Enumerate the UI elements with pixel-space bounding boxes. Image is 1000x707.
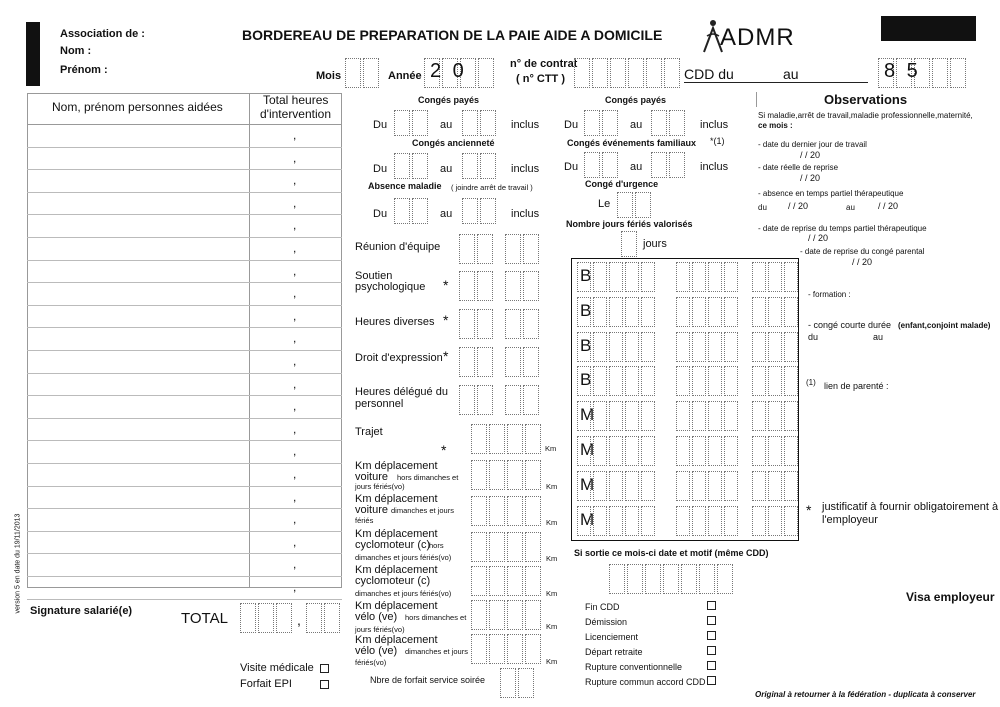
inclus-label: inclus [511, 119, 540, 131]
obs-formation: - formation : [808, 290, 851, 299]
total-hours-input[interactable] [240, 603, 294, 633]
soutien-star: * [443, 277, 449, 293]
conges-anciennete-label: Congés ancienneté [412, 138, 495, 148]
row-comma: , [293, 173, 297, 188]
absence-au-input[interactable] [462, 198, 498, 224]
inclus-label: inclus [511, 208, 540, 220]
km3-input[interactable] [471, 532, 543, 562]
km-unit: Km [546, 657, 558, 666]
rupture-conventionnelle-label: Rupture conventionnelle [585, 662, 683, 672]
version-text: version 5 en date du 19/11/2013 [14, 513, 22, 614]
feries-input[interactable] [621, 231, 639, 257]
obs-intro: Si maladie,arrêt de travail,maladie professionnelle,maternité, [758, 111, 973, 120]
bm-input-group[interactable] [577, 262, 657, 292]
conges-payes-label-1: Congés payés [418, 95, 480, 105]
cdd-du-label: CDD du [684, 66, 734, 82]
reunion-label: Réunion d'équipe [355, 241, 441, 253]
heures-diverses-star: * [443, 312, 449, 328]
row-comma: , [293, 286, 297, 301]
ctt-label: ( n° CTT ) [516, 73, 565, 85]
forfait-soiree-input[interactable] [500, 668, 536, 698]
reunion-hours-input[interactable] [459, 234, 495, 264]
droit-star: * [443, 348, 449, 364]
obs-conge-courte: - congé courte durée [808, 320, 892, 330]
association-label: Association de : [60, 28, 145, 40]
table-row[interactable] [27, 577, 342, 600]
table-row[interactable] [27, 238, 342, 261]
table-row[interactable] [27, 283, 342, 306]
obs-intro-2: ce mois : [758, 121, 793, 130]
row-comma: , [293, 241, 297, 255]
soutien-label-2: psychologique [355, 281, 426, 293]
heures-diverses-decimal-input[interactable] [505, 309, 541, 339]
bm-input-group[interactable] [577, 471, 657, 501]
bm-input-group[interactable] [676, 332, 740, 362]
jours-label: jours [643, 238, 667, 250]
droit-decimal-input[interactable] [505, 347, 541, 377]
table-row[interactable] [27, 193, 342, 216]
bm-letter: M [580, 474, 595, 494]
prenom-label: Prénom : [60, 64, 108, 76]
conges-payes-2-du-input[interactable] [584, 110, 620, 136]
km6-input[interactable] [471, 634, 543, 664]
rupture-commun-label: Rupture commun accord CDD [585, 677, 706, 687]
soutien-hours-input[interactable] [459, 271, 495, 301]
signature-label: Signature salarié(e) [30, 605, 133, 617]
au-label: au [440, 119, 453, 131]
row-comma: , [293, 467, 297, 481]
sortie-title: Si sortie ce mois-ci date et motif (même CDD) [574, 548, 769, 558]
anciennete-au-input[interactable] [462, 153, 498, 179]
admr-logo [700, 16, 795, 56]
au-label: au [630, 119, 643, 131]
black-box-top-right [881, 16, 976, 41]
row-comma: , [293, 421, 297, 436]
km5-input[interactable] [471, 600, 543, 630]
observations-divider [756, 92, 757, 107]
km1-input[interactable] [471, 460, 543, 490]
trajet-star: * [441, 442, 447, 458]
bm-input-group[interactable] [752, 262, 800, 292]
km1-note-2: jours fériés(vo) [355, 482, 405, 491]
visite-medicale-checkbox[interactable] [320, 664, 329, 673]
visite-medicale-label: Visite médicale [240, 662, 314, 674]
table-row[interactable] [27, 464, 342, 487]
feries-label: Nombre jours fériés valorisés [566, 219, 693, 229]
le-label: Le [598, 198, 611, 210]
km5-vehicle: vélo (ve) [355, 611, 398, 623]
table-row[interactable] [27, 509, 342, 532]
mois-input[interactable] [345, 58, 381, 88]
bm-letter: B [580, 300, 592, 320]
fin-cdd-label: Fin CDD [585, 602, 620, 612]
obs-star: * [806, 502, 812, 518]
delegue-decimal-input[interactable] [505, 385, 541, 415]
bm-letter: M [580, 405, 595, 425]
total-label: TOTAL [181, 610, 228, 627]
total-decimal-input[interactable] [306, 603, 342, 633]
delegue-label-2: personnel [355, 398, 404, 410]
bm-letter: B [580, 266, 592, 285]
km2-vehicle: voiture [355, 504, 389, 516]
du-label: Du [373, 208, 388, 220]
table-row[interactable] [27, 261, 342, 284]
demission-checkbox[interactable] [707, 616, 716, 625]
demission-label: Démission [585, 617, 628, 627]
table-row[interactable] [27, 351, 342, 374]
bm-letter: B [580, 370, 592, 390]
col-hours-header-1: Total heures [263, 93, 329, 107]
absence-maladie-note: ( joindre arrêt de travail ) [451, 183, 533, 192]
table-row[interactable] [27, 215, 342, 238]
footer-text: Original à retourner à la fédération - duplicata à conserver [755, 690, 976, 699]
row-comma: , [293, 331, 297, 346]
left-black-bar [26, 22, 40, 86]
km2-input[interactable] [471, 496, 543, 526]
table-row[interactable] [27, 374, 342, 397]
bm-input-group[interactable] [577, 366, 657, 396]
page-title: BORDEREAU DE PREPARATION DE LA PAIE AIDE A DOMICILE [242, 27, 663, 43]
obs-justificatif-2: l'employeur [822, 514, 878, 526]
obs-reprise: - date réelle de reprise [758, 163, 839, 172]
bm-input-group[interactable] [676, 262, 740, 292]
km3-note-2: dimanches et jours fériés(vo) [355, 553, 452, 562]
du-label: Du [373, 119, 388, 131]
bm-input-group[interactable] [676, 506, 740, 536]
bm-input-group[interactable] [577, 506, 657, 536]
du-label: Du [564, 161, 579, 173]
annee-label: Année [388, 70, 422, 82]
inclus-label: inclus [700, 119, 729, 131]
anciennete-du-input[interactable] [394, 153, 430, 179]
heures-diverses-hours-input[interactable] [459, 309, 495, 339]
table-row[interactable] [27, 125, 342, 148]
row-comma: , [293, 557, 297, 572]
bm-input-group[interactable] [676, 471, 740, 501]
table-row[interactable] [27, 396, 342, 419]
au-label: au [440, 163, 453, 175]
heures-diverses-label: Heures diverses [355, 316, 435, 328]
du-label: Du [564, 119, 579, 131]
obs-justificatif: justificatif à fournir obligatoirement à [822, 501, 999, 513]
km-unit: Km [546, 482, 558, 491]
row-comma: , [293, 489, 297, 504]
obs-reprise-parental: - date de reprise du congé parental [800, 247, 925, 256]
km4-label: Km déplacement [355, 564, 438, 576]
km3-note: hors [429, 541, 444, 550]
soutien-decimal-input[interactable] [505, 271, 541, 301]
logo-text: ADMR [720, 24, 795, 51]
km-unit: Km [546, 518, 558, 527]
observations-title: Observations [824, 92, 908, 107]
au-label: au [630, 161, 643, 173]
table-row[interactable] [27, 487, 342, 510]
obs-lien-label: lien de parenté : [824, 381, 889, 391]
du-label: Du [373, 163, 388, 175]
evenements-footnote-mark: *(1) [710, 136, 725, 146]
obs-date: / / 20 [800, 150, 821, 160]
code-prefix: 8 5 [884, 60, 921, 82]
table-row[interactable] [27, 554, 342, 577]
km2-note-2: fériés [355, 516, 374, 525]
conges-payes-du-input[interactable] [394, 110, 430, 136]
obs-date: / / 20 [788, 201, 809, 211]
row-comma: , [293, 195, 297, 210]
table-row[interactable] [27, 306, 342, 329]
cdd-underline [684, 82, 868, 83]
conges-payes-au-input[interactable] [462, 110, 498, 136]
conges-payes-label-2: Congés payés [605, 95, 667, 105]
row-comma: , [293, 150, 297, 165]
km5-label: Km déplacement [355, 600, 438, 612]
conge-urgence-label: Congé d'urgence [585, 179, 659, 189]
annee-prefix: 2 0 [430, 60, 467, 82]
row-comma: , [293, 263, 297, 278]
km6-label: Km déplacement [355, 634, 438, 646]
mois-label: Mois [316, 70, 342, 82]
row-comma: , [293, 376, 297, 391]
row-comma: , [293, 218, 297, 233]
bm-input-group[interactable] [676, 401, 740, 431]
col-name-header: Nom, prénom personnes aidées [52, 100, 223, 114]
km-unit: Km [546, 622, 558, 631]
km3-vehicle: cyclomoteur (c) [355, 539, 431, 551]
km5-note: hors dimanches et [405, 613, 467, 622]
row-comma: , [293, 308, 297, 323]
rupture-commun-checkbox[interactable] [707, 676, 716, 685]
km1-note: hors dimanches et [397, 473, 459, 482]
evenements-au-input[interactable] [651, 152, 687, 178]
bm-input-group[interactable] [676, 297, 740, 327]
obs-date: / / 20 [800, 173, 821, 183]
km2-label: Km déplacement [355, 493, 438, 505]
forfait-epi-checkbox[interactable] [320, 680, 329, 689]
km1-label: Km déplacement [355, 460, 438, 472]
bm-input-group[interactable] [752, 297, 800, 327]
obs-date: / / 20 [808, 233, 829, 243]
trajet-km-input[interactable] [471, 424, 543, 454]
licenciement-checkbox[interactable] [707, 631, 716, 640]
row-comma: , [293, 354, 297, 368]
obs-du: du [808, 332, 819, 342]
km6-note: dimanches et jours [405, 647, 468, 656]
urgence-date-input[interactable] [617, 192, 653, 218]
km-unit: Km [546, 554, 558, 563]
forfait-epi-label: Forfait EPI [240, 678, 292, 690]
km2-note: dimanches et jours [391, 506, 454, 515]
depart-retraite-label: Départ retraite [585, 647, 643, 657]
row-comma: , [293, 444, 297, 459]
km1-vehicle: voiture [355, 471, 389, 483]
inclus-label: inclus [700, 161, 729, 173]
bm-input-group[interactable] [676, 436, 740, 466]
table-row[interactable] [27, 148, 342, 171]
bm-input-group[interactable] [752, 471, 800, 501]
absence-du-input[interactable] [394, 198, 430, 224]
km-unit: Km [545, 444, 557, 453]
evenements-du-input[interactable] [584, 152, 620, 178]
row-comma: , [293, 512, 297, 527]
table-row[interactable] [27, 419, 342, 442]
obs-date: / / 20 [878, 201, 899, 211]
conges-payes-2-au-input[interactable] [651, 110, 687, 136]
droit-expression-label: Droit d'expression [355, 352, 443, 364]
sortie-date-input[interactable] [609, 564, 735, 594]
nom-label: Nom : [60, 45, 92, 57]
obs-lien-mark: (1) [806, 378, 816, 387]
bm-letter: B [580, 335, 592, 355]
km6-note-2: fériés(vo) [355, 658, 387, 667]
km6-vehicle: vélo (ve) [355, 645, 398, 657]
conges-evenements-label: Congés événements familiaux [567, 138, 697, 148]
km-unit: Km [546, 589, 558, 598]
bm-input-group[interactable] [577, 436, 657, 466]
obs-dernier-jour: - date du dernier jour de travail [758, 140, 867, 149]
bm-input-group[interactable] [752, 401, 800, 431]
row-comma: , [293, 399, 297, 414]
obs-reprise-tpt: - date de reprise du temps partiel thérapeutique [758, 224, 927, 233]
obs-du: du [758, 203, 767, 212]
soutien-label-1: Soutien [355, 270, 393, 282]
contrat-input[interactable] [574, 58, 682, 88]
fin-cdd-checkbox[interactable] [707, 601, 716, 610]
row-comma: , [293, 128, 297, 142]
obs-date: / / 20 [852, 257, 873, 267]
reunion-decimal-input[interactable] [505, 234, 541, 264]
obs-au: au [873, 332, 884, 342]
bm-input-group[interactable] [752, 332, 800, 362]
table-row[interactable] [27, 441, 342, 464]
row-comma: , [293, 534, 297, 549]
km4-input[interactable] [471, 566, 543, 596]
au-label: au [440, 208, 453, 220]
trajet-label: Trajet [355, 426, 383, 438]
km4-vehicle: cyclomoteur (c) [355, 575, 431, 587]
absence-maladie-label: Absence maladie [368, 181, 442, 191]
bm-input-group[interactable] [752, 366, 800, 396]
inclus-label: inclus [511, 163, 540, 175]
bm-input-group[interactable] [577, 332, 657, 362]
obs-conge-courte-note: (enfant,conjoint malade) [898, 321, 991, 330]
km5-note-2: jours fériés(vo) [355, 625, 405, 634]
delegue-hours-input[interactable] [459, 385, 495, 415]
visa-employeur-label: Visa employeur [906, 590, 995, 604]
table-row[interactable] [27, 532, 342, 555]
licenciement-label: Licenciement [585, 632, 639, 642]
obs-absence-tpt: - absence en temps partiel thérapeutique [758, 189, 904, 198]
table-row[interactable] [27, 170, 342, 193]
bm-input-group[interactable] [676, 366, 740, 396]
obs-au: au [846, 203, 855, 212]
row-comma: , [293, 580, 297, 594]
cdd-au-label: au [783, 66, 799, 82]
bm-letter: M [580, 440, 595, 459]
droit-hours-input[interactable] [459, 347, 495, 377]
rupture-conventionnelle-checkbox[interactable] [707, 661, 716, 670]
bm-input-group[interactable] [752, 506, 800, 536]
km3-label: Km déplacement [355, 528, 438, 540]
bm-input-group[interactable] [577, 401, 657, 431]
km4-note: dimanches et jours fériés(vo) [355, 589, 452, 598]
bm-letter: M [580, 509, 595, 529]
delegue-label-1: Heures délégué du [355, 386, 448, 398]
bm-input-group[interactable] [577, 297, 657, 327]
forfait-soiree-label: Nbre de forfait service soirée [370, 675, 486, 685]
table-row[interactable] [27, 328, 342, 351]
total-comma: , [297, 612, 301, 628]
bm-input-group[interactable] [752, 436, 800, 466]
col-hours-header-2: d'intervention [260, 107, 332, 121]
depart-retraite-checkbox[interactable] [707, 646, 716, 655]
contrat-label: n° de contrat [510, 58, 578, 70]
